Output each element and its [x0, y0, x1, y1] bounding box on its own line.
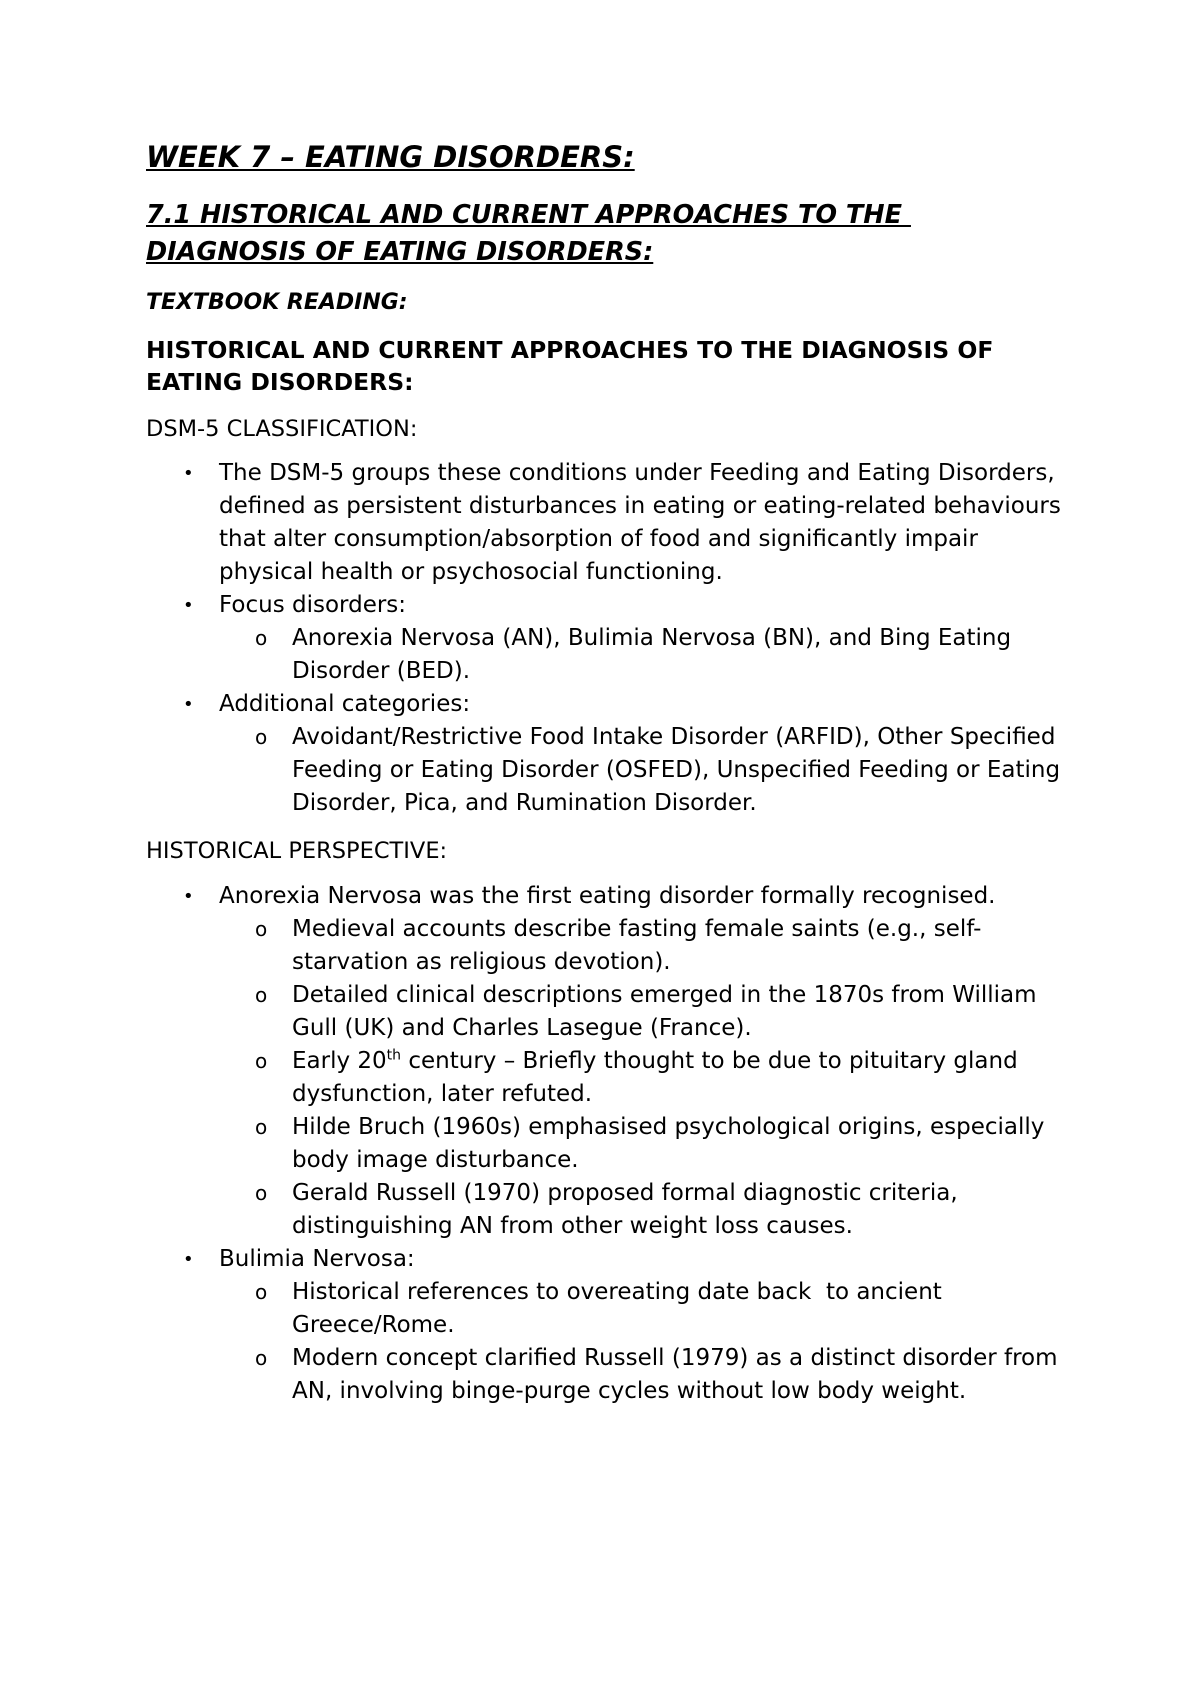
sub-list-item [219, 979, 1076, 1045]
subtitle-line-1: 7.1 HISTORICAL AND CURRENT APPROACHES TO THE [146, 199, 911, 230]
textbook-reading-label: TEXTBOOK READING: [146, 289, 408, 315]
section-subtitle [146, 197, 1076, 271]
list-item-text: Focus disorders: [219, 592, 407, 619]
sub-list-item [219, 721, 1076, 820]
sub-list-item-text: Avoidant/Restrictive Food Intake Disorder (ARFID), Other Specified Feeding or Eating Disorder (OSFED), Unspecified Feeding or Eating Disorder, Pica, and Rumination Disorder. [292, 724, 1061, 817]
bullet-icon: • [183, 694, 194, 716]
list-item [146, 880, 1076, 1243]
sub-list-item-text: Anorexia Nervosa (AN), Bulimia Nervosa (BN), and Bing Eating Disorder (BED). [292, 625, 1012, 685]
sub-list [219, 913, 1076, 1243]
circle-bullet-icon: o [255, 1114, 268, 1139]
sub-list-item [219, 1342, 1076, 1408]
historical-label: HISTORICAL PERSPECTIVE: [146, 838, 448, 865]
sub-list-item [219, 913, 1076, 979]
bullet-icon: • [183, 885, 194, 907]
circle-bullet-icon: o [255, 916, 268, 941]
subtitle-line-2: DIAGNOSIS OF EATING DISORDERS: [146, 236, 654, 267]
page-title: WEEK 7 – EATING DISORDERS: [146, 140, 635, 174]
sub-list-item-text: Medieval accounts describe fasting female saints (e.g., self-starvation as religious devotion). [292, 915, 982, 975]
list-item-text: Bulimia Nervosa: [219, 1245, 415, 1272]
early-20th-pre: Early 20 [292, 1047, 387, 1074]
list-item-text: The DSM-5 groups these conditions under Feeding and Eating Disorders, defined as persistent disturbances in eating or eating-related behaviours that alter consumption/absorption of food and significantly impair physical health or psychosocial functioning. [219, 460, 1061, 586]
bullet-icon: • [183, 1248, 194, 1270]
early-20th-post: century – Briefly thought to be due to pituitary gland dysfunction, later refuted. [292, 1047, 1018, 1107]
sub-list-item [219, 1276, 1076, 1342]
sub-list-item [219, 1177, 1076, 1243]
circle-bullet-icon: o [255, 626, 268, 651]
list-item [146, 1243, 1076, 1408]
sub-list-item-text [292, 1048, 1018, 1107]
section-heading: HISTORICAL AND CURRENT APPROACHES TO THE DIAGNOSIS OF EATING DISORDERS: [146, 336, 994, 396]
sub-list-item-text: Modern concept clarified Russell (1979) as a distinct disorder from AN, involving binge-purge cycles without low body weight. [292, 1344, 1058, 1404]
sub-list [219, 1276, 1076, 1408]
list-item-text: Additional categories: [219, 691, 471, 718]
sub-list-item [219, 622, 1076, 688]
list-item-text: Anorexia Nervosa was the first eating disorder formally recognised. [219, 882, 996, 909]
dsm-list [146, 457, 1076, 820]
circle-bullet-icon: o [255, 1048, 268, 1073]
list-item [146, 688, 1076, 820]
circle-bullet-icon: o [255, 1279, 268, 1304]
dsm-label: DSM-5 CLASSIFICATION: [146, 415, 418, 442]
sub-list [219, 622, 1076, 688]
circle-bullet-icon: o [255, 982, 268, 1007]
sub-list-item-text: Hilde Bruch (1960s) emphasised psychological origins, especially body image disturbance. [292, 1113, 1045, 1173]
list-item [146, 457, 1076, 589]
sub-list-item-text: Historical references to overeating date back to ancient Greece/Rome. [292, 1278, 950, 1338]
circle-bullet-icon: o [255, 725, 268, 750]
bullet-icon: • [183, 463, 194, 485]
historical-list [146, 880, 1076, 1408]
sub-list [219, 721, 1076, 820]
document-page [146, 140, 1076, 1424]
sub-list-item [219, 1045, 1076, 1111]
list-item [146, 589, 1076, 688]
circle-bullet-icon: o [255, 1345, 268, 1370]
sub-list-item [219, 1111, 1076, 1177]
sub-list-item-text: Gerald Russell (1970) proposed formal diagnostic criteria, distinguishing AN from other weight loss causes. [292, 1179, 958, 1239]
bullet-icon: • [183, 595, 194, 617]
sub-list-item-text: Detailed clinical descriptions emerged in the 1870s from William Gull (UK) and Charles Lasegue (France). [292, 981, 1037, 1041]
circle-bullet-icon: o [255, 1180, 268, 1205]
superscript-th: th [386, 1047, 402, 1064]
